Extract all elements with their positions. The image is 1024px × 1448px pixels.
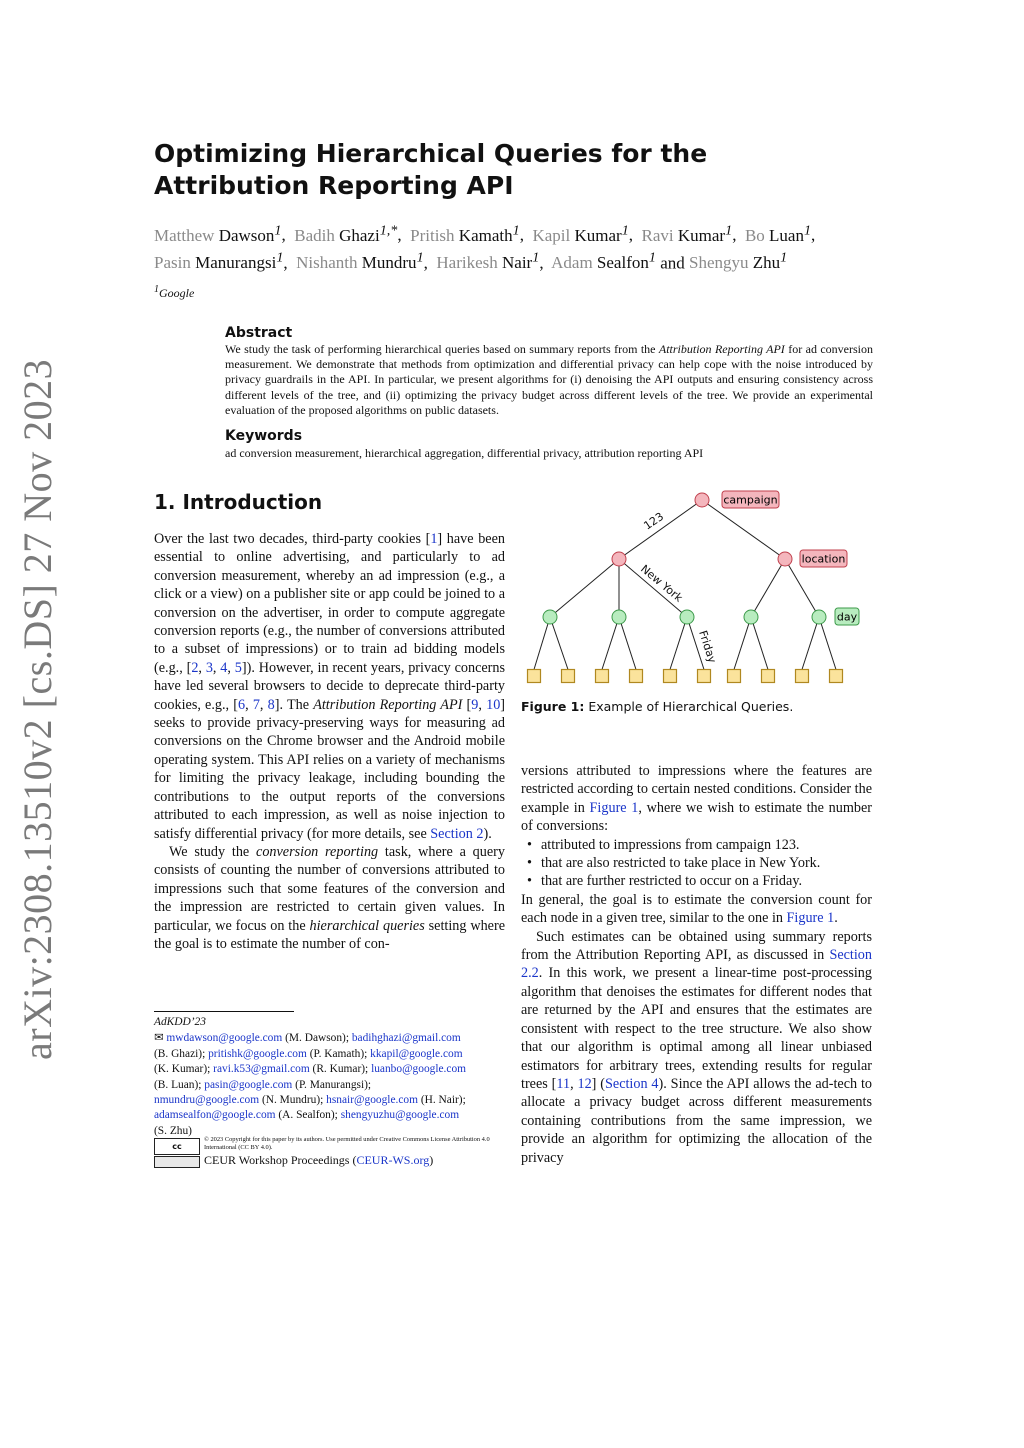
author-first-name: Harikesh [436,253,498,273]
author-last-name: Kumar [574,225,622,245]
author-last-name: Ghazi [339,225,380,245]
author-last-name: Kumar [677,225,726,245]
license-text: © 2023 Copyright for this paper by its authors. Use permitted under Creative Commons License Attribution 4.0 International (CC BY 4.0). [204,1136,490,1151]
left-column [154,530,505,953]
email-link[interactable]: ravi.k53@gmail.com [213,1063,310,1076]
arxiv-stamp: arXiv:2308.13510v2 [cs.DS] 27 Nov 2023 [15,358,60,1060]
ceur-text: CEUR Workshop Proceedings ( [204,1153,357,1167]
citation-link[interactable]: 4 [220,659,228,676]
level-2-node [543,610,557,624]
citation-link[interactable]: 10 [486,696,501,713]
section-heading: 1. Introduction [154,490,323,514]
author-last-name: Mundru [361,253,417,273]
text: We study the [169,843,257,860]
figure-link[interactable]: Figure 1 [786,910,835,927]
hierarchy-tree-figure [521,488,881,688]
text: Such estimates can be obtained using summary reports from the Attribution Reporting API, as discussed in [521,928,872,964]
author-mark: 1 [648,249,656,266]
abstract-text: for ad conversion measurement. We demonstrate that methods from optimization and differential privacy can help cope with the noise introduced by privacy guardrails in the API. In particular, we present algorithms for (i) denoising the API outputs and ensuring consistency across different levels of the tree, and (ii) optimizing the privacy budget across different levels of the tree. We provide an experimental evaluation of the proposed algorithms on public datasets. [225,342,873,417]
email-owner: (P. Manurangsi); [292,1078,372,1091]
email-owner: (B. Luan); [154,1078,205,1091]
tree-edge [670,617,687,670]
tree-edge [751,617,768,670]
level-1-node [612,552,626,566]
author-first-name: Ravi [641,225,674,245]
author [641,222,733,245]
text: . In this work, we present a linear-time post-processing algorithm that denoises the estimates for different nodes that are returned by the API and ensures that the estimates are consistent with respect to the tree structure. We also show that our algorithm is optimal among all linear unbiased estimators for arbitrary trees, extending results for regular trees [ [521,965,872,1092]
tree-edge [819,617,836,670]
email-owner: (P. Kamath); [306,1047,371,1060]
email-owner: (K. Kumar); [154,1063,214,1076]
author-mark: 1 [780,249,788,266]
location-label: location [801,552,846,566]
author [436,249,540,273]
email-owner: (S. Zhu) [154,1124,192,1137]
author-last-name: Zhu [752,253,781,273]
tree-nodes [528,493,843,683]
citation-link[interactable]: 2 [191,659,199,676]
author-last-name: Nair [502,253,533,273]
title-line-2: Attribution Reporting API [154,171,514,200]
cc-by-icon: cc [154,1138,200,1155]
keywords-heading: Keywords [225,428,303,444]
list-item: • attributed to impressions from campaign 123. [521,836,872,854]
text: [ [462,696,472,713]
level-2-node [680,610,694,624]
conference-name: AdKDD’23 [154,1016,206,1028]
tree-edge [550,617,568,670]
ceur-logo-icon [154,1156,200,1168]
author [551,249,656,273]
email-link[interactable]: mwdawson@google.com [166,1032,283,1045]
list-item: • that are further restricted to occur on a Friday. [521,872,872,890]
author-last-name: Manurangsi [195,253,277,273]
citation-link[interactable]: 6 [238,696,246,713]
email-link[interactable]: badihghazi@gmail.com [351,1032,461,1045]
tree-edge [702,500,785,559]
author [154,222,282,245]
edge-label-friday: Friday [696,628,719,665]
leaf-node [528,670,541,683]
email-owner: (B. Ghazi); [154,1047,209,1060]
citation-link[interactable]: 9 [471,696,479,713]
paragraph: Such estimates can be obtained using summary reports from the Attribution Reporting API, as discussed in Section 2.2. In this work, we present a linear-time post-processing algorithm that denoises the estimates for different nodes that are returned by the API and ensures that the estimates are consistent with respect to the tree structure. We also show that our algorithm is optimal among all linear unbiased estimators for arbitrary trees, extending results for regular trees [11, 12] (Section 4). Since the API allows the ad-tech to allocate a privacy budget across different measurements containing contributions from the same impression, we provide an algorithm for optimizing the allocation of the privacy [521,928,873,1166]
author-first-name: Nishanth [296,253,358,273]
leaf-node [596,670,609,683]
citation-link[interactable]: 7 [252,696,260,713]
author-first-name: Kapil [532,225,571,245]
email-link[interactable]: pritishk@google.com [208,1047,307,1060]
text: ] ( [591,1075,605,1092]
figure-link[interactable]: Figure 1 [589,799,639,816]
text: . [834,910,838,927]
root-node [695,493,709,507]
affiliation-name: Google [159,286,195,300]
text: Over the last two decades, third-party cookies [ [154,531,431,547]
citation-link[interactable]: 11 [556,1075,571,1092]
author-mark: 1 [274,222,282,238]
leaf-node [830,670,843,683]
author [294,222,398,245]
citation-link[interactable]: 8 [267,696,275,713]
caption-text: Example of Hierarchical Queries. [584,699,794,714]
leaf-node [796,670,809,683]
emphasis: hierarchical queries [309,917,425,934]
figure-caption [521,699,793,714]
level-2-node [744,610,758,624]
author-first-name: Adam [551,253,593,273]
tree-edge [534,617,550,670]
text: , where we wish to estimate the number of conversions: [521,799,873,835]
author-mark: 1,* [379,222,398,238]
leaf-node [762,670,775,683]
ceur-proceedings [204,1153,524,1168]
leaf-node [562,670,575,683]
email-owner: (N. Mundru); [259,1094,327,1107]
email-owner: (H. Nair); [417,1094,466,1107]
tree-edge [785,559,819,617]
abstract-text: We study the task of performing hierarchical queries based on summary reports from the [225,342,659,356]
text: In general, the goal is to estimate the conversion count for each node in a given tree, similar to the one in [521,891,872,927]
author [688,249,788,273]
author-mark: 1 [512,222,520,238]
author-first-name: Pritish [410,225,455,245]
author-mark: 1 [276,249,284,266]
edge-label-new-york: New York [638,562,686,605]
author [410,222,520,245]
citation-link[interactable]: 12 [577,1075,592,1092]
email-owner: (R. Kumar); [309,1063,372,1076]
leaf-node [664,670,677,683]
citation-link[interactable]: 5 [234,659,242,676]
author-last-name: Sealfon [596,253,649,273]
authors-and: and [660,253,685,273]
author-last-name: Kamath [458,225,513,245]
section-link[interactable]: Section 4 [605,1075,659,1092]
author-first-name: Bo [744,225,765,245]
email-link[interactable]: shengyuzhu@google.com [340,1109,460,1122]
level-2-node [612,610,626,624]
footnote-rule [154,1011,294,1012]
text: ). [483,825,492,842]
list-item: • that are also restricted to take place in New York. [521,854,872,872]
author [744,222,812,245]
email-list [154,1030,509,1139]
email-icon: ✉ [154,1030,164,1045]
email-link[interactable]: hsnair@google.com [326,1094,418,1107]
tree-edge [619,500,702,559]
author-mark: 1 [725,222,733,238]
tree-edges [534,500,836,670]
author-last-name: Luan [769,225,804,245]
author-last-name: Dawson [218,225,275,245]
abstract-heading: Abstract [225,325,293,341]
affiliation-mark: 1 [154,284,159,295]
level-2-node [812,610,826,624]
emphasis: conversion reporting [256,843,379,860]
citation-link[interactable]: 1 [430,531,438,547]
abstract-api-name: Attribution Reporting API [658,342,785,356]
email-link[interactable]: nmundru@google.com [154,1094,260,1107]
section-link[interactable]: Section 2.2 [521,947,872,982]
api-name: Attribution Reporting API [313,696,463,713]
text: task, where a query consists of counting the number of conversions attributed to impressions such that some features of the conversion and the impression are restricted to certain given values. In particular, we focus on the [154,843,505,934]
text: ] have been essential to online advertising, and particularly to ad conversion measurement, whereby an ad impression (e.g., a click or a view) on a publisher site or app could be joined to a conversion on the advertiser, in order to compute aggregate conversion reports (e.g., the number of conversions attributed to a subset of impressions) or to train ad bidding models (e.g., [ [154,531,505,676]
footnote [154,1015,509,1139]
author-first-name: Matthew [154,225,215,245]
text: versions attributed to impressions where the features are restricted according to certain nested conditions. Consider the example in [521,763,872,816]
bullet-list [521,836,872,891]
paragraph [521,762,872,836]
author-mark: 1 [416,249,424,266]
email-link[interactable]: adamsealfon@google.com [154,1109,276,1122]
paragraph [154,843,505,953]
text: ] seeks to provide privacy-preserving ways for measuring ad conversions on the Chrome browser and the Android mobile operating system. This API relies on a variety of mechanisms for limiting the privacy leakage, including bounding the contributions to the output reports of the conversions attributed to each impression, as well as noise injection to satisfy differential privacy (for more details, see [154,696,506,842]
tree-edge [602,617,619,670]
caption-label: Figure 1: [521,699,585,714]
text: ]. The [274,696,314,713]
keywords-body: ad conversion measurement, hierarchical aggregation, differential privacy, attribution reporting API [225,446,704,460]
author [296,249,424,273]
day-label: day [836,610,858,624]
tree-edge [619,617,636,670]
text: setting where the goal is to estimate the number of con- [154,917,505,952]
ceur-text: ) [429,1153,434,1167]
paper-title [154,138,854,202]
right-column [521,762,872,1167]
email-link[interactable]: luanbo@google.com [371,1063,467,1076]
leaf-node [698,670,711,683]
author-mark: 1 [803,222,812,238]
paragraph: Over the last two decades, third-party cookies [1] have been essential to online advertising, and particularly to ad conversion measurement, whereby an ad impression (e.g., a click or a view) on a publisher site or app could be joined to a conversion on the advertiser, in order to compute aggregate conversion reports (e.g., the number of conversions attributed to a subset of impressions) or to train ad bidding models (e.g., [2, 3, 4, 5]). However, in recent years, privacy concerns have led several browsers to decide to deprecate third-party cookies, e.g., [6, 7, 8]. The Attribution Reporting API [9, 10] seeks to provide privacy-preserving ways for measuring ad conversions on the Chrome browser and the Android mobile operating system. This API relies on a variety of mechanisms for limiting the privacy leakage, including bounding the contributions to the output reports of the conversions attributed to each impression, as well as noise injection to satisfy differential privacy (for more details, see Section 2). [154,531,506,842]
tree-edge [751,559,785,617]
author-mark: 1 [532,249,540,266]
citation-link[interactable]: 3 [205,659,213,676]
tree-edge [734,617,751,670]
email-owner: (A. Sealfon); [275,1109,341,1122]
text: ). Since the API allows the ad-tech to allocate a privacy budget across different measurements containing contributions from the same impression, we provide an algorithm for optimizing the allocation of the privacy [521,1075,873,1166]
leaf-node [630,670,643,683]
author-list: Matthew Dawson$^1$, Badih Ghazi$^{1,*}$, Pritish Kamath$^1$, Kapil Kumar$^1$, Ravi Kumar$^1$, Bo Luan$^1$, Pasin Manurangsi$^1$, Nishanth Mundru$^1$, Harikesh Nair$^1$, Adam Sealfon$^1$ and Shengyu Zhu$^1$ [154,222,816,273]
section-link[interactable]: Section 2 [430,825,484,842]
leaf-node [728,670,741,683]
email-owner: (M. Dawson); [282,1032,352,1045]
edge-label-123: 123 [641,509,667,533]
author-mark: 1 [621,222,629,238]
email-link[interactable]: pasin@google.com [204,1078,293,1091]
abstract-body [225,342,873,418]
author-first-name: Badih [294,225,335,245]
paragraph [521,891,872,928]
tree-edge [802,617,819,670]
title-line-1: Optimizing Hierarchical Queries for the [154,139,708,168]
email-link[interactable]: kkapil@google.com [370,1047,463,1060]
level-1-node [778,552,792,566]
affiliation [154,284,194,301]
campaign-label: campaign [723,493,778,507]
author [532,222,629,245]
ceur-link[interactable]: CEUR-WS.org [356,1153,430,1167]
author-first-name: Shengyu [688,253,749,273]
text: ]). However, in recent years, privacy concerns have led several browsers to decide to deprecate third-party cookies, e.g., [ [154,659,506,713]
author [154,249,284,273]
tree-edge [550,559,619,617]
author-first-name: Pasin [154,253,191,273]
